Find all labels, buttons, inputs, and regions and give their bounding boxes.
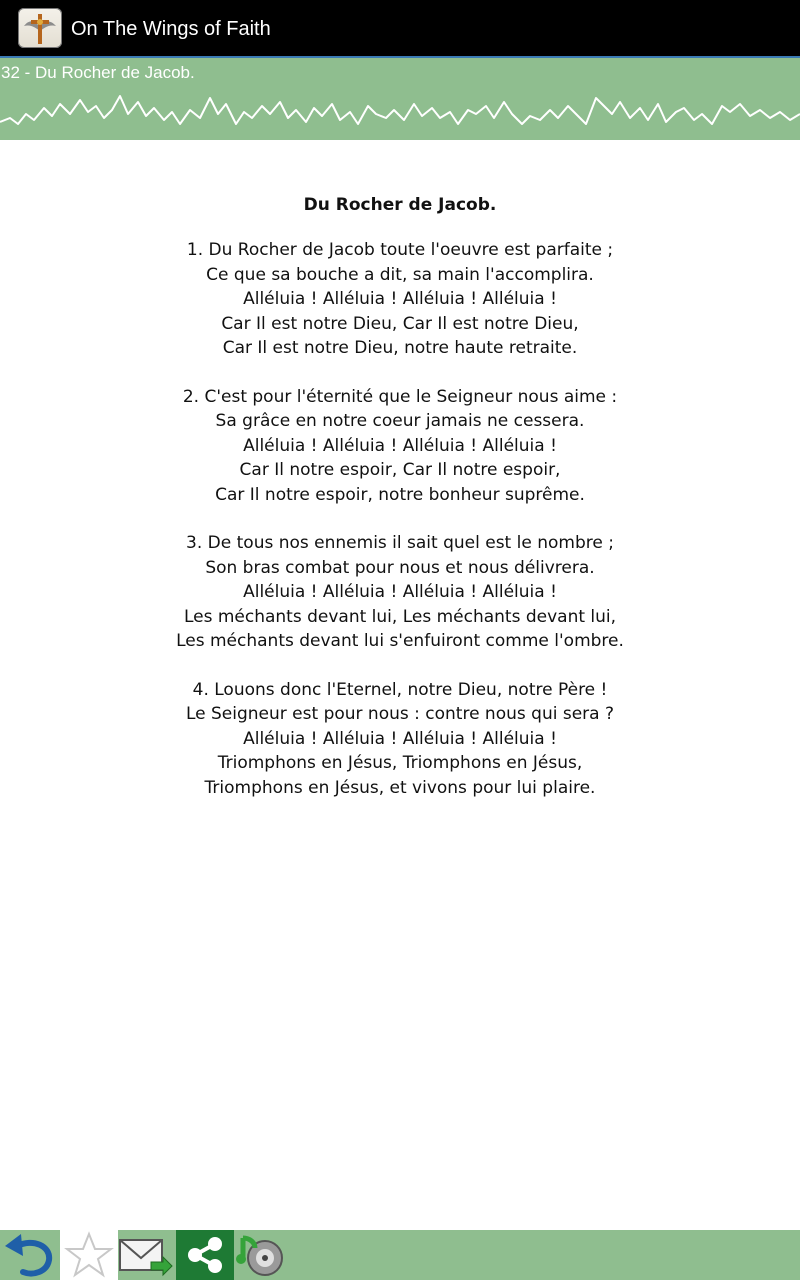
app-title: On The Wings of Faith [71,18,271,40]
song-header-banner [0,58,800,140]
verse [0,531,800,654]
mail-icon [117,1232,173,1278]
lyric-line: Car Il notre espoir, notre bonheur suprême. [215,484,585,505]
verse [0,678,800,801]
share-button[interactable] [176,1230,234,1280]
lyric-line: 4. Louons donc l'Eternel, notre Dieu, notre Père ! [192,679,608,700]
cross-dove-icon[interactable] [18,8,62,48]
lyric-line: Alléluia ! Alléluia ! Alléluia ! Alléluia ! [243,582,557,602]
lyric-line: Car Il est notre Dieu, Car Il est notre Dieu, [221,313,579,334]
lyric-line: Les méchants devant lui s'enfuiront comme l'ombre. [176,631,624,651]
lyric-line: Triomphons en Jésus, Triomphons en Jésus, [217,753,583,773]
verse [0,385,800,508]
share-icon [180,1232,230,1278]
verses-container [0,238,800,800]
back-button[interactable] [0,1230,58,1280]
back-arrow-icon [3,1232,55,1278]
lyric-line: Sa grâce en notre coeur jamais ne cessera. [215,411,585,431]
lyric-line: Triomphons en Jésus, et vivons pour lui plaire. [204,777,596,798]
lyric-line: Ce que sa bouche a dit, sa main l'accomplira. [206,264,594,285]
lyric-line: 1. Du Rocher de Jacob toute l'oeuvre est parfaite ; [186,240,614,260]
lyric-line: Alléluia ! Alléluia ! Alléluia ! Alléluia ! [243,728,557,749]
lyric-line: Alléluia ! Alléluia ! Alléluia ! Alléluia ! [243,435,557,456]
favorite-button[interactable] [60,1230,118,1280]
verse [0,238,800,361]
waveform-decoration [0,84,800,140]
bottom-toolbar [0,1230,800,1280]
lyric-line: Son bras combat pour nous et nous délivrera. [205,557,595,578]
lyric-line: Car Il est notre Dieu, notre haute retraite. [222,338,578,358]
music-disc-icon [233,1232,289,1278]
song-title: Du Rocher de Jacob. [303,195,497,215]
lyric-line: Les méchants devant lui, Les méchants devant lui, [183,606,617,627]
lyric-line: Car Il notre espoir, Car Il notre espoir, [239,460,561,480]
lyric-line: 3. De tous nos ennemis il sait quel est le nombre ; [186,533,614,553]
song-header-title: 32 - Du Rocher de Jacob. [1,63,195,82]
lyric-line: Le Seigneur est pour nous : contre nous qui sera ? [185,704,614,724]
lyric-line: 2. C'est pour l'éternité que le Seigneur nous aime : [182,386,618,407]
star-icon [64,1231,114,1279]
play-audio-button[interactable] [232,1230,290,1280]
lyrics-content [0,190,800,824]
action-bar [0,0,800,56]
lyric-line: Alléluia ! Alléluia ! Alléluia ! Alléluia ! [243,289,557,309]
email-button[interactable] [116,1230,174,1280]
